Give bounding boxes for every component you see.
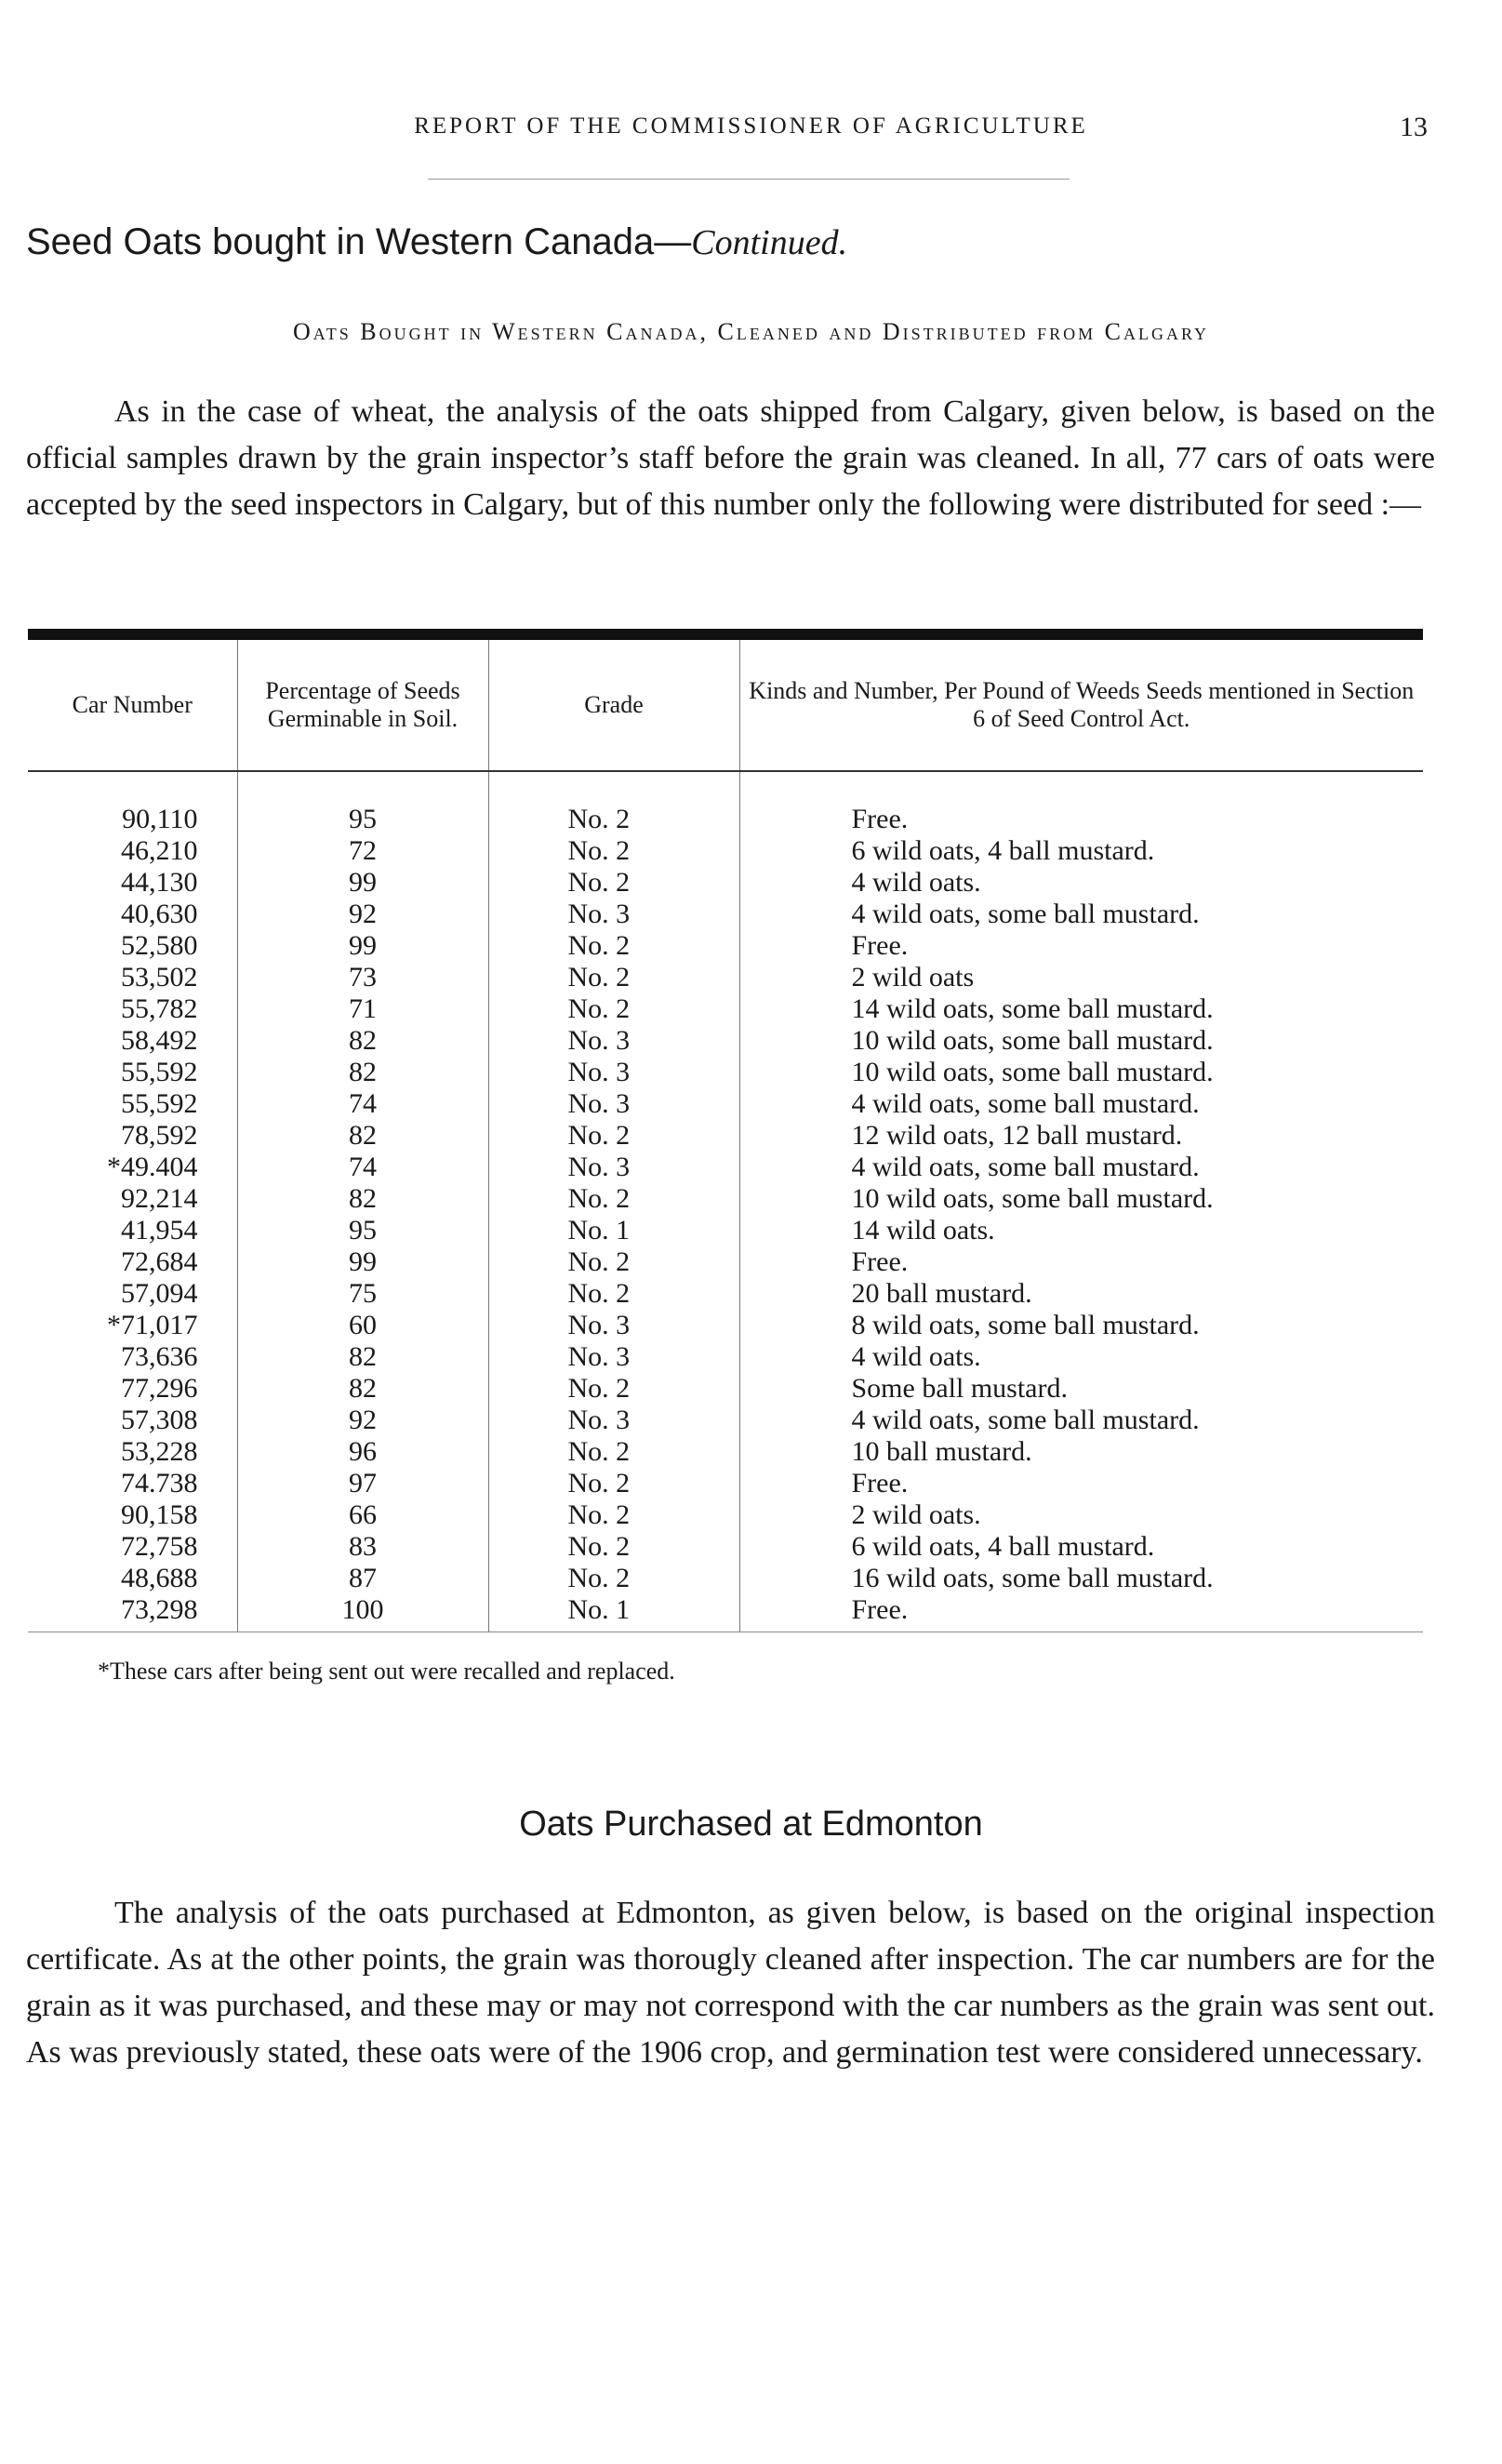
cell-percentage: 87 <box>237 1563 488 1594</box>
table-row <box>28 1499 1423 1531</box>
cell-grade: No. 3 <box>488 1341 739 1373</box>
cell-car-number: 53,502 <box>121 962 198 992</box>
cell-kinds: Some ball mustard. <box>739 1373 1423 1405</box>
cell-kinds: 2 wild oats. <box>739 1499 1423 1531</box>
cell-percentage: 100 <box>237 1594 488 1632</box>
intro-text: As in the case of wheat, the analysis of the oats shipped from Calgary, given below, is based on the official samples drawn by the grain inspector’s staff before the grain was cleaned. In all, 77 cars of oats were accepted by the seed inspectors in Calgary, but of this number only the following were distributed for seed :— <box>26 394 1435 522</box>
cell-kinds: 4 wild oats, some ball mustard. <box>739 1152 1423 1183</box>
cell-car-number: 55,782 <box>121 993 198 1024</box>
cell-grade: No. 3 <box>488 1057 739 1088</box>
oats-table-wrapper <box>28 629 1423 1632</box>
cell-grade: No. 2 <box>488 1436 739 1468</box>
cell-car-number: 92,214 <box>121 1183 198 1214</box>
cell-kinds: 10 wild oats, some ball mustard. <box>739 1057 1423 1088</box>
cell-percentage: 97 <box>237 1468 488 1499</box>
cell-grade: No. 2 <box>488 1563 739 1594</box>
cell-percentage: 95 <box>237 1215 488 1246</box>
cell-grade: No. 2 <box>488 1278 739 1310</box>
cell-car-number: 46,210 <box>121 835 198 866</box>
intro-paragraph <box>26 389 1435 528</box>
cell-percentage: 66 <box>237 1499 488 1531</box>
cell-percentage: 72 <box>237 835 488 867</box>
table-row <box>28 1373 1423 1405</box>
table-row <box>28 993 1423 1025</box>
cell-kinds: 16 wild oats, some ball mustard. <box>739 1563 1423 1594</box>
cell-car-number: 58,492 <box>121 1025 198 1056</box>
table-row <box>28 899 1423 930</box>
cell-car-number: 77,296 <box>121 1373 198 1404</box>
cell-kinds: 4 wild oats. <box>739 867 1423 899</box>
cell-car-number: 72,758 <box>121 1531 198 1562</box>
cell-percentage: 99 <box>237 867 488 899</box>
cell-kinds: Free. <box>739 1246 1423 1278</box>
table-row <box>28 962 1423 993</box>
cell-grade: No. 3 <box>488 1152 739 1183</box>
cell-kinds: 6 wild oats, 4 ball mustard. <box>739 1531 1423 1563</box>
cell-kinds: 20 ball mustard. <box>739 1278 1423 1310</box>
cell-percentage: 82 <box>237 1183 488 1215</box>
oats-table <box>28 640 1423 1632</box>
cell-car-number: 57,308 <box>121 1405 198 1435</box>
section-title-edmonton: Oats Purchased at Edmonton <box>519 1805 983 1844</box>
cell-grade: No. 1 <box>488 1594 739 1632</box>
cell-grade: No. 3 <box>488 1310 739 1341</box>
column-header-grade: Grade <box>488 640 739 771</box>
cell-kinds: 14 wild oats. <box>739 1215 1423 1246</box>
cell-percentage: 60 <box>237 1310 488 1341</box>
running-head: REPORT OF THE COMMISSIONER OF AGRICULTURE <box>414 113 1088 139</box>
cell-kinds: 4 wild oats, some ball mustard. <box>739 1088 1423 1120</box>
table-row <box>28 1341 1423 1373</box>
cell-grade: No. 3 <box>488 1025 739 1057</box>
cell-percentage: 92 <box>237 1405 488 1436</box>
cell-car-number: 73,636 <box>121 1341 198 1372</box>
table-row <box>28 1278 1423 1310</box>
cell-grade: No. 2 <box>488 1499 739 1531</box>
cell-grade: No. 2 <box>488 835 739 867</box>
cell-percentage: 95 <box>237 771 488 835</box>
cell-grade: No. 2 <box>488 962 739 993</box>
cell-percentage: 92 <box>237 899 488 930</box>
cell-kinds: 12 wild oats, 12 ball mustard. <box>739 1120 1423 1152</box>
table-row <box>28 1468 1423 1499</box>
cell-car-number: 74.738 <box>121 1468 198 1498</box>
cell-car-number: 55,592 <box>121 1057 198 1087</box>
cell-car-number: 78,592 <box>121 1120 198 1151</box>
cell-car-number: 55,592 <box>121 1088 198 1119</box>
cell-kinds: 10 ball mustard. <box>739 1436 1423 1468</box>
cell-car-number: 40,630 <box>121 899 198 929</box>
cell-percentage: 99 <box>237 930 488 962</box>
edmonton-text: The analysis of the oats purchased at Edmonton, as given below, is based on the original inspection certificate. As at the other points, the grain was thorougly cleaned after inspection. The car numbers are for the grain as it was purchased, and these may or may not correspond with the car numbers as the grain was sent out. As was previously stated, these oats were of the 1906 crop, and germination test were considered unnecessary. <box>26 1896 1435 2070</box>
header-rule <box>428 179 1070 180</box>
subheading: Oats Bought in Western Canada, Cleaned and Distributed from Calgary <box>293 318 1209 345</box>
cell-grade: No. 1 <box>488 1215 739 1246</box>
section-title <box>26 221 847 263</box>
table-row <box>28 835 1423 867</box>
cell-kinds: 4 wild oats, some ball mustard. <box>739 899 1423 930</box>
table-row <box>28 1057 1423 1088</box>
table-row <box>28 1594 1423 1632</box>
cell-kinds: 6 wild oats, 4 ball mustard. <box>739 835 1423 867</box>
table-row <box>28 1310 1423 1341</box>
cell-percentage: 83 <box>237 1531 488 1563</box>
cell-kinds: Free. <box>739 930 1423 962</box>
cell-grade: No. 3 <box>488 1405 739 1436</box>
cell-kinds: 4 wild oats. <box>739 1341 1423 1373</box>
cell-percentage: 82 <box>237 1025 488 1057</box>
cell-kinds: 10 wild oats, some ball mustard. <box>739 1025 1423 1057</box>
cell-car-number: 72,684 <box>121 1246 198 1277</box>
cell-percentage: 99 <box>237 1246 488 1278</box>
table-row <box>28 867 1423 899</box>
cell-car-number: 52,580 <box>121 930 198 961</box>
cell-car-number: 44,130 <box>121 867 198 898</box>
cell-percentage: 82 <box>237 1341 488 1373</box>
table-row <box>28 1246 1423 1278</box>
cell-kinds: Free. <box>739 1594 1423 1632</box>
table-row <box>28 771 1423 835</box>
table-row <box>28 1120 1423 1152</box>
cell-kinds: 10 wild oats, some ball mustard. <box>739 1183 1423 1215</box>
cell-kinds: Free. <box>739 1468 1423 1499</box>
table-row <box>28 930 1423 962</box>
cell-percentage: 82 <box>237 1373 488 1405</box>
table-header-row <box>28 640 1423 771</box>
cell-percentage: 73 <box>237 962 488 993</box>
cell-grade: No. 2 <box>488 930 739 962</box>
cell-grade: No. 2 <box>488 771 739 835</box>
cell-car-number: 41,954 <box>121 1215 198 1245</box>
cell-kinds: 14 wild oats, some ball mustard. <box>739 993 1423 1025</box>
table-row <box>28 1405 1423 1436</box>
table-body <box>28 771 1423 1632</box>
cell-percentage: 82 <box>237 1057 488 1088</box>
column-header-car-number: Car Number <box>28 640 237 771</box>
cell-grade: No. 2 <box>488 1120 739 1152</box>
cell-grade: No. 2 <box>488 867 739 899</box>
cell-car-number: *71,017 <box>107 1310 198 1340</box>
cell-car-number: 90,110 <box>122 804 198 834</box>
cell-grade: No. 3 <box>488 1088 739 1120</box>
cell-kinds: 4 wild oats, some ball mustard. <box>739 1405 1423 1436</box>
table-row <box>28 1563 1423 1594</box>
cell-percentage: 75 <box>237 1278 488 1310</box>
cell-kinds: 8 wild oats, some ball mustard. <box>739 1310 1423 1341</box>
cell-kinds: Free. <box>739 771 1423 835</box>
edmonton-paragraph <box>26 1890 1435 2076</box>
table-row <box>28 1531 1423 1563</box>
cell-percentage: 74 <box>237 1152 488 1183</box>
section-title-text: Seed Oats bought in Western Canada— <box>26 221 692 262</box>
cell-car-number: 90,158 <box>121 1499 198 1530</box>
table-row <box>28 1215 1423 1246</box>
section-title-continued: Continued. <box>691 223 848 262</box>
table-row <box>28 1025 1423 1057</box>
cell-car-number: 73,298 <box>121 1594 198 1625</box>
cell-percentage: 96 <box>237 1436 488 1468</box>
column-header-kinds: Kinds and Number, Per Pound of Weeds Seeds mentioned in Section 6 of Seed Control Act. <box>739 640 1423 771</box>
table-row <box>28 1183 1423 1215</box>
cell-percentage: 82 <box>237 1120 488 1152</box>
table-footnote: *These cars after being sent out were recalled and replaced. <box>98 1658 675 1685</box>
cell-grade: No. 2 <box>488 1183 739 1215</box>
cell-percentage: 71 <box>237 993 488 1025</box>
cell-grade: No. 2 <box>488 1373 739 1405</box>
cell-car-number: *49.404 <box>107 1152 198 1182</box>
cell-car-number: 53,228 <box>121 1436 198 1467</box>
table-row <box>28 1088 1423 1120</box>
cell-kinds: 2 wild oats <box>739 962 1423 993</box>
column-header-percentage: Percentage of Seeds Germinable in Soil. <box>237 640 488 771</box>
cell-grade: No. 2 <box>488 1468 739 1499</box>
cell-car-number: 48,688 <box>121 1563 198 1593</box>
table-top-rule <box>28 629 1423 640</box>
table-row <box>28 1436 1423 1468</box>
cell-grade: No. 2 <box>488 1246 739 1278</box>
cell-grade: No. 3 <box>488 899 739 930</box>
cell-grade: No. 2 <box>488 993 739 1025</box>
table-row <box>28 1152 1423 1183</box>
page-number: 13 <box>1400 112 1428 142</box>
cell-grade: No. 2 <box>488 1531 739 1563</box>
cell-car-number: 57,094 <box>121 1278 198 1309</box>
cell-percentage: 74 <box>237 1088 488 1120</box>
